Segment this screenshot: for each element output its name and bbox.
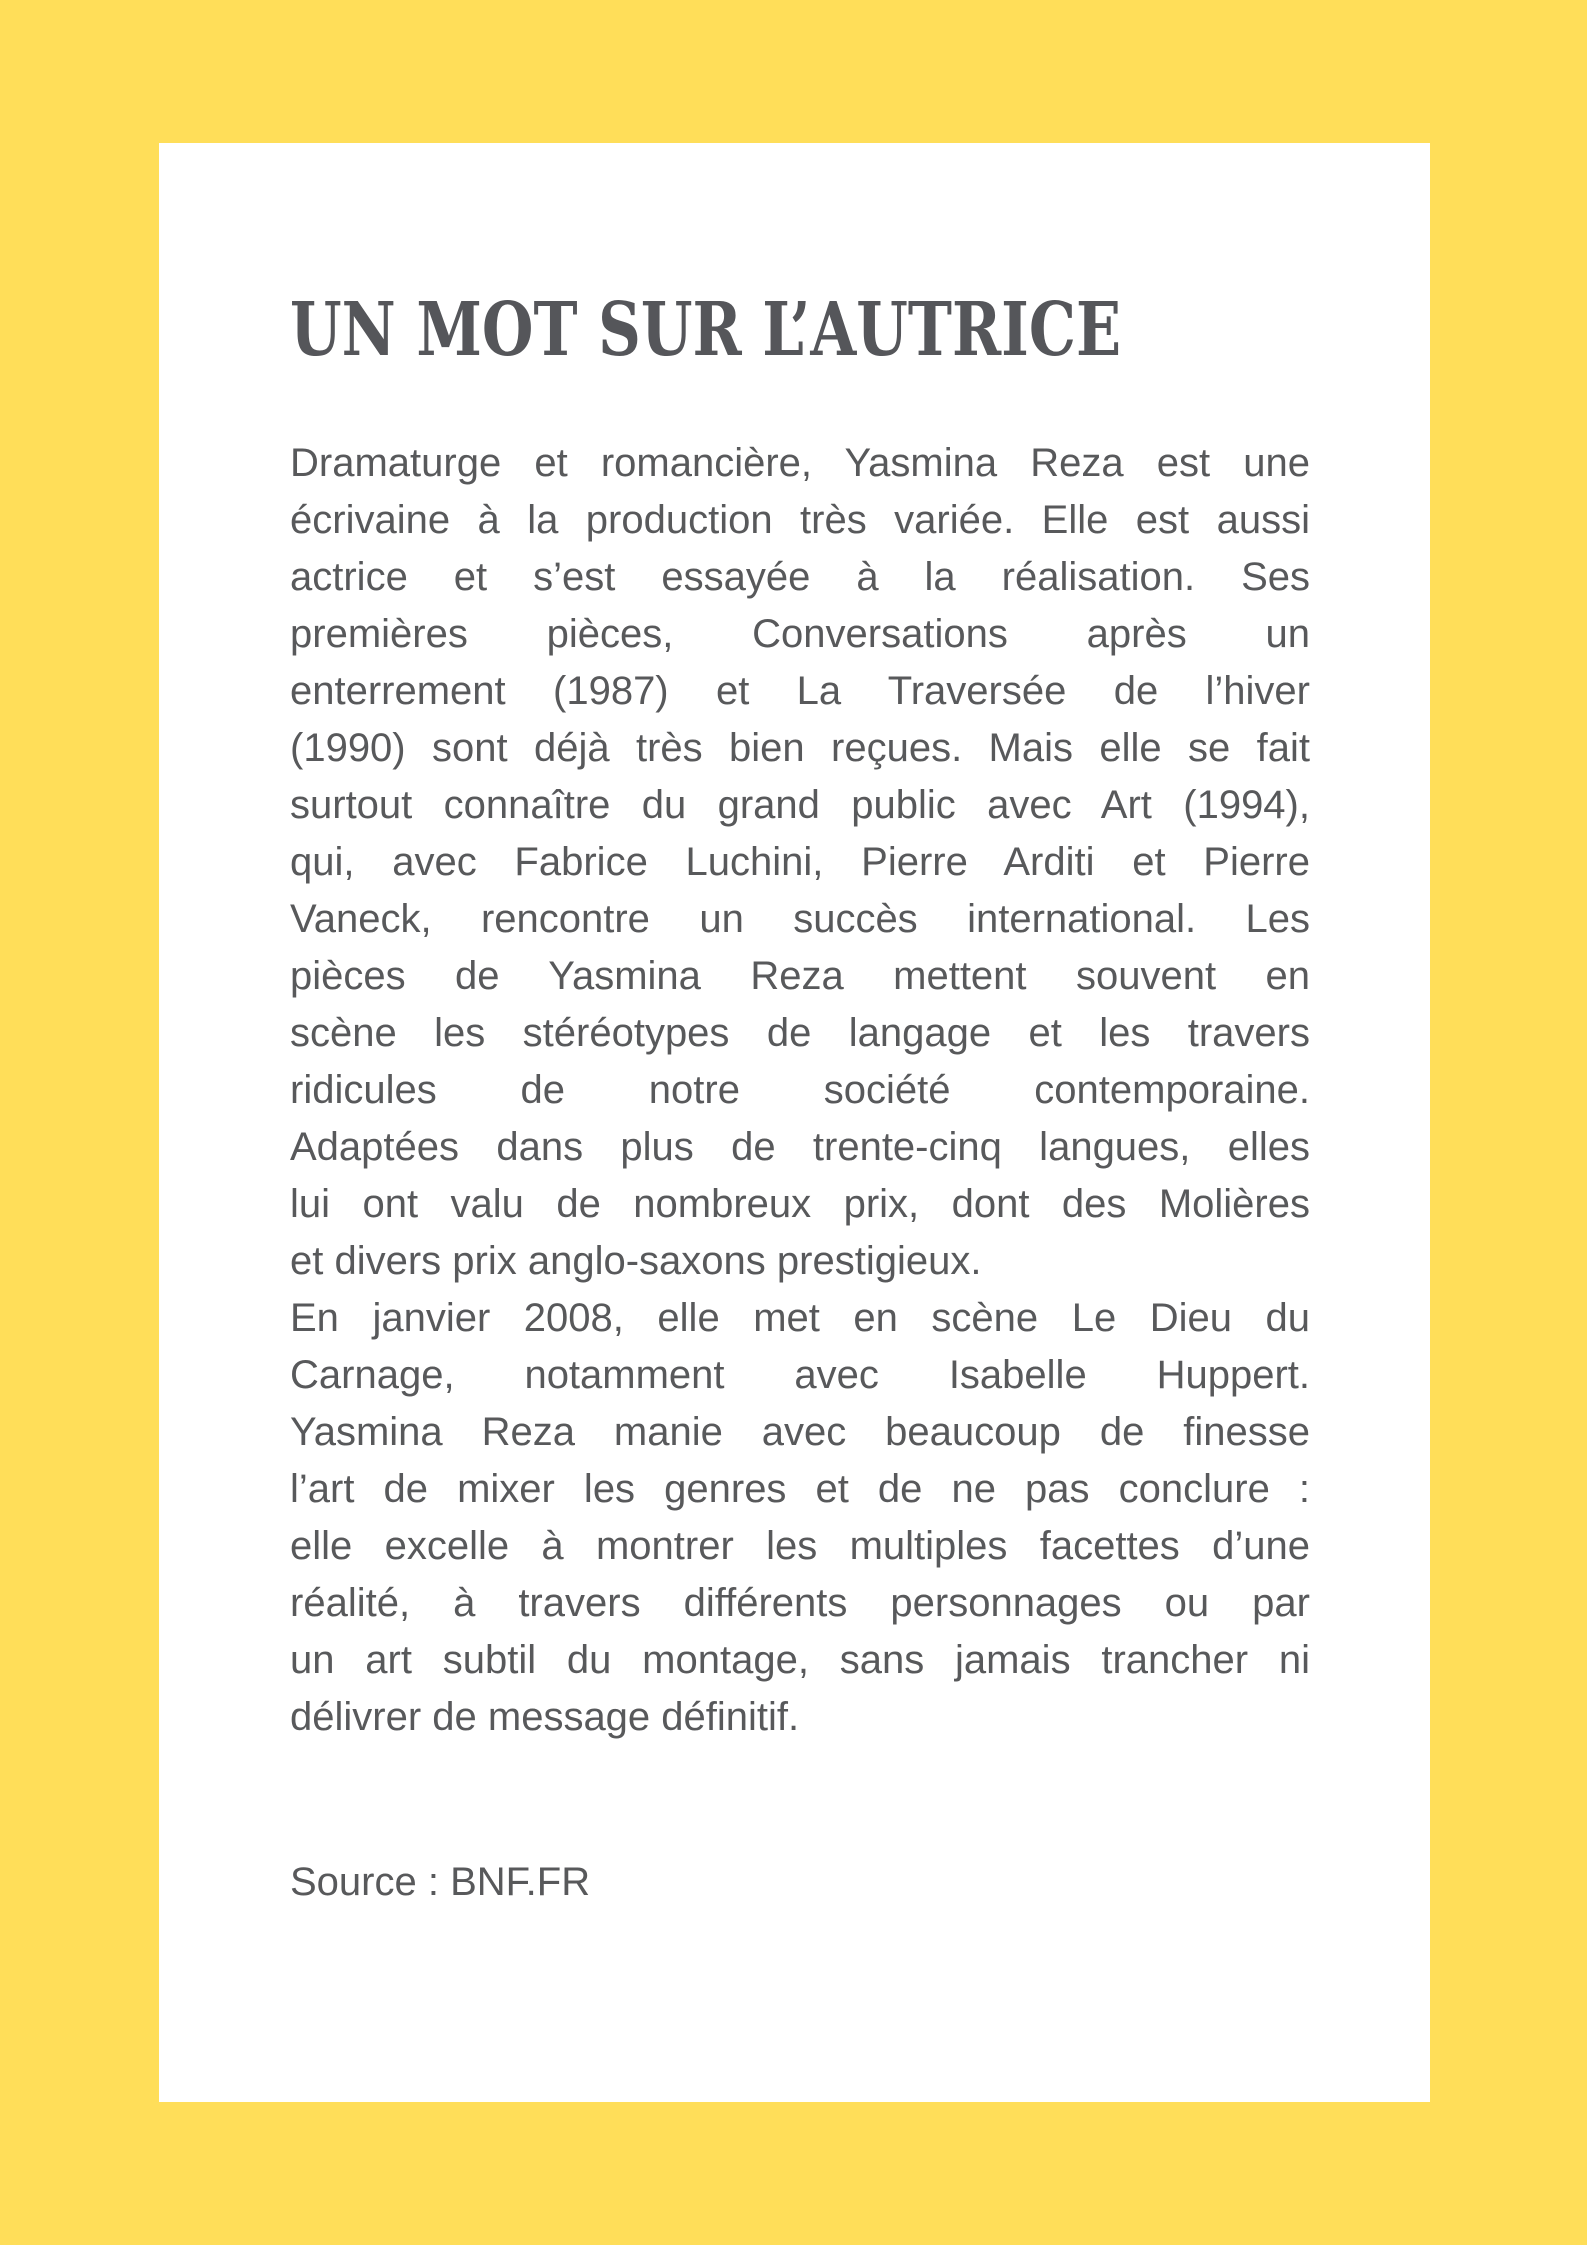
body-line: enterrement (1987) et La Traversée de l’hiver <box>290 669 1310 713</box>
body-line: Adaptées dans plus de trente-cinq langues, elles <box>290 1125 1310 1169</box>
body-line: (1990) sont déjà très bien reçues. Mais elle se fait <box>290 726 1310 770</box>
source-line: Source : BNF.FR <box>290 1860 591 1904</box>
body-line: actrice et s’est essayée à la réalisation. Ses <box>290 555 1310 599</box>
body-line: scène les stéréotypes de langage et les travers <box>290 1011 1310 1055</box>
body-line: premières pièces, Conversations après un <box>290 612 1310 656</box>
body-line: écrivaine à la production très variée. Elle est aussi <box>290 498 1310 542</box>
body-line: lui ont valu de nombreux prix, dont des Molières <box>290 1182 1310 1226</box>
content-card <box>159 143 1430 2102</box>
body-text <box>290 435 1310 1746</box>
body-line: un art subtil du montage, sans jamais trancher ni <box>290 1638 1310 1682</box>
body-line: et divers prix anglo-saxons prestigieux. <box>290 1239 982 1283</box>
body-line: surtout connaître du grand public avec Art (1994), <box>290 783 1310 827</box>
body-line: elle excelle à montrer les multiples facettes d’une <box>290 1524 1310 1568</box>
body-line: Dramaturge et romancière, Yasmina Reza est une <box>290 441 1310 485</box>
body-line: En janvier 2008, elle met en scène Le Dieu du <box>290 1296 1310 1340</box>
body-line: pièces de Yasmina Reza mettent souvent en <box>290 954 1310 998</box>
body-line: ridicules de notre société contemporaine. <box>290 1068 1310 1112</box>
page-title: UN MOT SUR L’AUTRICE <box>290 287 1122 373</box>
body-line: Carnage, notamment avec Isabelle Huppert. <box>290 1353 1310 1397</box>
body-line: réalité, à travers différents personnages ou par <box>290 1581 1310 1625</box>
body-line: Yasmina Reza manie avec beaucoup de finesse <box>290 1410 1310 1454</box>
body-line: qui, avec Fabrice Luchini, Pierre Arditi et Pierre <box>290 840 1310 884</box>
body-line: l’art de mixer les genres et de ne pas conclure : <box>290 1467 1310 1511</box>
body-line: délivrer de message définitif. <box>290 1695 800 1739</box>
body-line: Vaneck, rencontre un succès international. Les <box>290 897 1310 941</box>
